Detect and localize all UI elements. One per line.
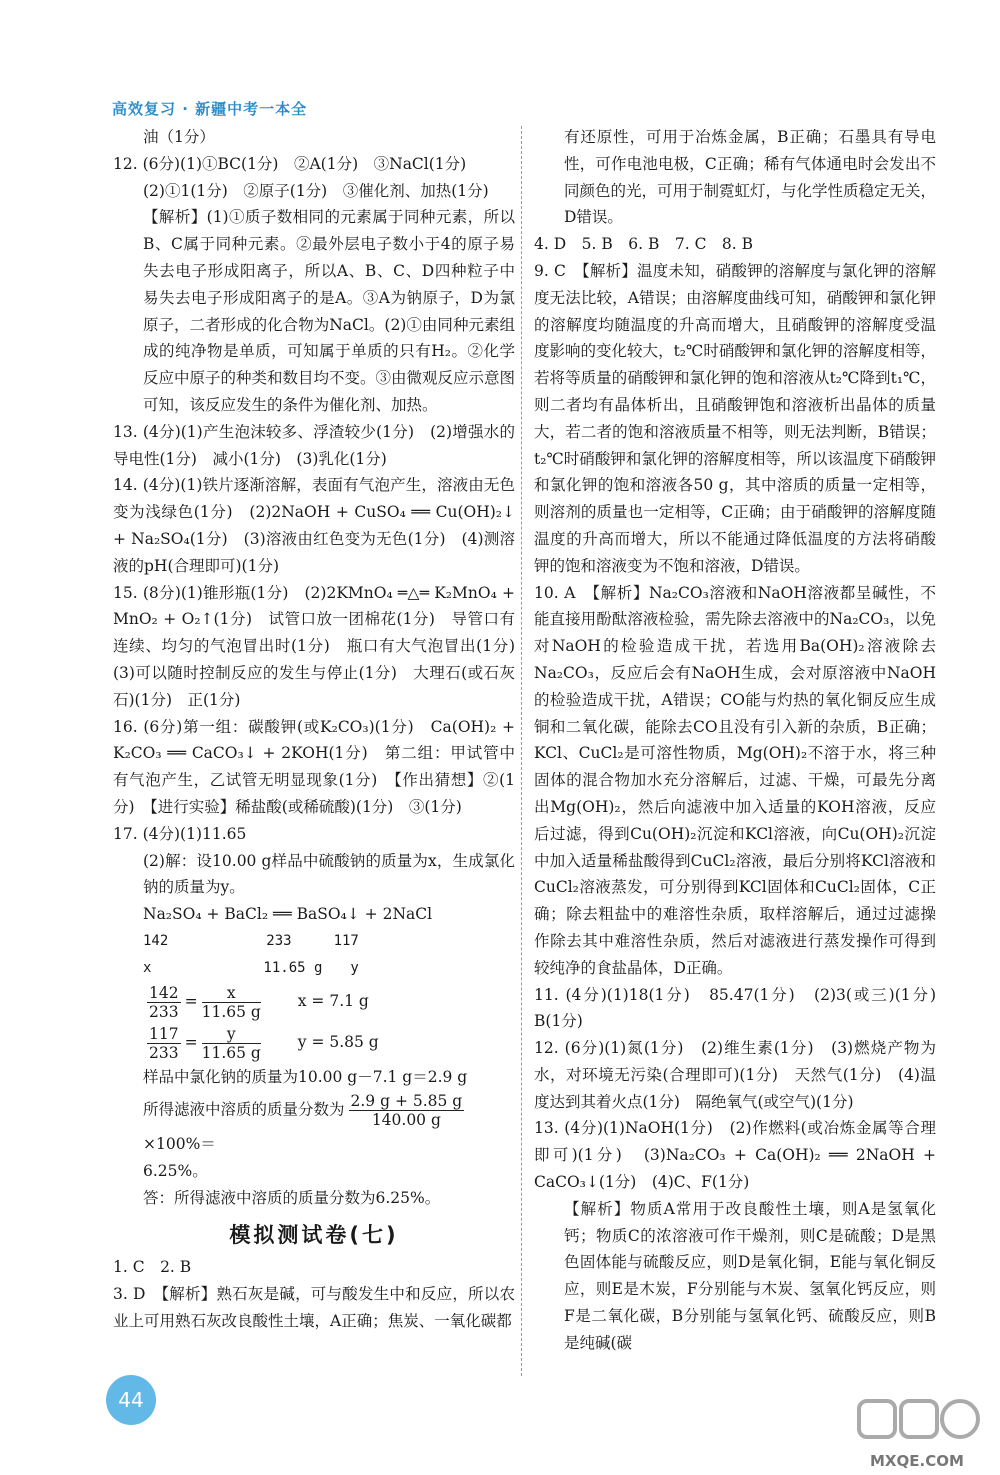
fraction-denominator: 11.65 g — [201, 1043, 261, 1062]
proportion-y: $\frac{117}{233}$ = $\frac{y}{11.65 g}$ y = 5.85 g — [149, 1024, 379, 1062]
answer-q13: 13. (4分)(1)产生泡沫较多、浮渣较少(1分) (2)增强水的导电性(1分) 减小(1分) (3)乳化(1分) — [113, 422, 515, 468]
final-answer: 答：所得滤液中溶质的质量分数为6.25%。 — [143, 1188, 441, 1207]
column-divider — [521, 126, 522, 1376]
proportion-x: $\frac{142}{233}$ = $\frac{x}{11.65 g}$ x = 7.1 g — [149, 983, 369, 1021]
page-header: 高效复习 · 新疆中考一本全 — [112, 100, 308, 118]
variables: x 11.65 g y — [143, 959, 359, 976]
mass-fraction-suffix: ×100%＝ — [143, 1135, 216, 1154]
mass-fraction-result: 6.25%。 — [143, 1162, 208, 1181]
mass-fraction-label: 所得滤液中溶质的质量分数为 — [143, 1100, 345, 1119]
fraction-numerator: x — [202, 984, 261, 1003]
fraction-numerator: y — [202, 1025, 261, 1044]
answer-q11: 11. (4分)(1)18(1分) 85.47(1分) (2)3(或三)(1分) B(1分) — [534, 985, 952, 1031]
answer-q10: 10. A 【解析】Na₂CO₃溶液和NaOH溶液都呈碱性，不能直接用酚酞溶液检验，需先除去溶液中的Na₂CO₃，以免对NaOH的检验造成干扰，若选用Ba(OH)₂溶液除去Na₂CO₃，反应后会有NaOH生成，会对原溶液中NaOH的检验造成干扰，A错误；CO能与灼热的氧化铜反应生成铜和二氧化碳，能除去CO且没有引入新的杂质，B正确；KCl、CuCl₂是可溶性物质，Mg(OH)₂不溶于水，将三种固体的混合物加水充分溶解后，过滤、干燥，可最先分离出Mg(OH)₂，然后向滤液中加入适量的KOH溶液，反应后过滤，得到Cu(OH)₂沉淀和KCl溶液，向Cu(OH)₂沉淀中加入适量稀盐酸得到CuCl₂溶液，最后分别将KCl溶液和CuCl₂溶液蒸发，可分别得到KCl固体和CuCl₂固体，C正确；除去粗盐中的难溶性杂质，取样溶解后，通过过滤操作除去其中难溶性杂质，然后对滤液进行蒸发操作可得到较纯净的食盐晶体，D正确。 — [534, 583, 936, 977]
result-x: x = 7.1 g — [297, 992, 369, 1010]
answer-q16: 16. (6分)第一组：碳酸钾(或K₂CO₃)(1分) Ca(OH)₂ + K₂CO₃ ══ CaCO₃↓ + 2KOH(1分) 第二组：甲试管中有气泡产生，乙试管无明显现象(1分) 【作出猜想】②(1分) 【进行实验】稀盐酸(或稀硫酸)(1分) ③(1分) — [113, 717, 515, 816]
fraction-denominator: 140.00 g — [371, 1111, 441, 1130]
page-number-badge: 44 — [106, 1375, 156, 1425]
nacl-mass: 样品中氯化钠的质量为10.00 g－7.1 g＝2.9 g — [143, 1067, 468, 1086]
answer-q14: 14. (4分)(1)铁片逐渐溶解，表面有气泡产生，溶液由无色变为浅绿色(1分) (2)2NaOH + CuSO₄ ══ Cu(OH)₂↓ + Na₂SO₄(1分) (3)溶液由红色变为无色(1分) (4)测溶液的pH(合理即可)(1分) — [113, 476, 515, 575]
answer-q1-2: 1. C 2. B — [113, 1258, 192, 1277]
mass-fraction-line — [143, 1090, 515, 1158]
fraction-denominator: 11.65 g — [201, 1002, 261, 1021]
answer-q3: 3. D 【解析】熟石灰是碱，可与酸发生中和反应，所以农业上可用熟石灰改良酸性土壤，A正确；焦炭、一氧化碳都 — [113, 1285, 515, 1331]
answer-line: 油（1分） — [143, 128, 215, 146]
right-column — [534, 124, 952, 1357]
left-column — [113, 124, 531, 1335]
fraction-numerator: 117 — [149, 1024, 179, 1043]
reaction-equation: Na₂SO₄ + BaCl₂ ══ BaSO₄↓ + 2NaCl — [143, 905, 433, 924]
fraction-denominator: 233 — [149, 1002, 179, 1021]
answer-q9: 9. C 【解析】温度未知，硝酸钾的溶解度与氯化钾的溶解度无法比较，A错误；由溶解度曲线可知，硝酸钾和氯化钾的溶解度均随温度的升高而增大，且硝酸钾的溶解度受温度影响的变化较大，t₂℃时硝酸钾和氯化钾的溶解度相等，若将等质量的硝酸钾和氯化钾的饱和溶液从t₂℃降到t₁℃，则二者均有晶体析出，且硝酸钾饱和溶液析出晶体的质量大，若二者的饱和溶液质量不相等，则无法判断，B错误；t₂℃时硝酸钾和氯化钾的溶解度相等，所以该温度下硝酸钾和氯化钾的饱和溶液各50 g，其中溶质的质量一定相等，则溶剂的质量也一定相等，C正确；由于硝酸钾的溶解度随温度的升高而增大，所以不能通过降低温度的方法将硝酸钾的饱和溶液变为不饱和溶液，D错误。 — [534, 261, 936, 575]
molar-masses: 142 233 117 — [143, 932, 359, 949]
fraction-numerator: 2.9 g + 5.85 g — [350, 1092, 463, 1111]
answer-q17: 17. (4分)(1)11.65 — [113, 824, 247, 843]
answer-q13-b: 13. (4分)(1)NaOH(1分) (2)作燃料(或冶炼金属等合理即可)(1分) (3)Na₂CO₃ + Ca(OH)₂ ══ 2NaOH + CaCO₃↓(1分) (4)C、F(1分) — [534, 1119, 936, 1192]
answer-q12: 12. (6分)(1)①BC(1分) ②A(1分) ③NaCl(1分) — [113, 154, 467, 173]
fraction-numerator: 142 — [149, 983, 179, 1002]
analysis-q13-b: 【解析】物质A常用于改良酸性土壤，则A是氢氧化钙；物质C的浓溶液可作干燥剂，则C是硫酸；D是黑色固体能与硫酸反应，则D是氧化铜，E能与氧化铜反应，则E是木炭，F分别能与木炭、氢氧化钙反应，则F是二氧化碳，B分别能与氢氧化钙、硫酸反应，则B是纯碱(碳 — [564, 1199, 936, 1352]
fraction-denominator: 233 — [149, 1043, 179, 1062]
analysis-q12: 【解析】(1)①质子数相同的元素属于同种元素，所以B、C属于同种元素。②最外层电子数小于4的原子易失去电子形成阳离子，所以A、B、C、D四种粒子中易失去电子形成阳离子的是A。③A为钠原子，D为氯原子，二者形成的化合物为NaCl。(2)①由同种元素组成的纯净物是单质，可知属于单质的只有H₂。②化学反应中原子的种类和数目均不变。③由微观反应示意图可知，该反应发生的条件为催化剂、加热。 — [143, 208, 516, 414]
answer-q4-8: 4. D 5. B 6. B 7. C 8. B — [534, 235, 754, 254]
calculation-block — [113, 901, 515, 1212]
result-y: y = 5.85 g — [297, 1033, 379, 1051]
watermark-text: MXQE.COM — [870, 1452, 964, 1470]
section-title: 模拟测试卷(七) — [229, 1222, 399, 1247]
answer-q12-2: (2)①1(1分) ②原子(1分) ③催化剂、加热(1分) — [143, 181, 489, 200]
analysis-q3-cont: 有还原性，可用于冶炼金属，B正确；石墨具有导电性，可作电池电极，C正确；稀有气体通电时会发出不同颜色的光，可用于制霓虹灯，与化学性质稳定无关，D错误。 — [564, 128, 937, 227]
answer-q12-b: 12. (6分)(1)氮(1分) (2)维生素(1分) (3)燃烧产物为水，对环境无污染(合理即可)(1分) 天然气(1分) (4)温度达到其着火点(1分) 隔绝氧气(或空气)(1分) — [534, 1039, 936, 1111]
answer-q17-solution: (2)解：设10.00 g样品中硫酸钠的质量为x，生成氯化钠的质量为y。 — [143, 851, 515, 897]
answer-q15: 15. (8分)(1)锥形瓶(1分) (2)2KMnO₄ ═△═ K₂MnO₄ + MnO₂ + O₂↑(1分) 试管口放一团棉花(1分) 导管口有连续、均匀的气泡冒出时(1分) 瓶口有大气泡冒出(1分) (3)可以随时控制反应的发生与停止(1分) 大理石(或石灰石)(1分) 正(1分) — [113, 583, 531, 709]
